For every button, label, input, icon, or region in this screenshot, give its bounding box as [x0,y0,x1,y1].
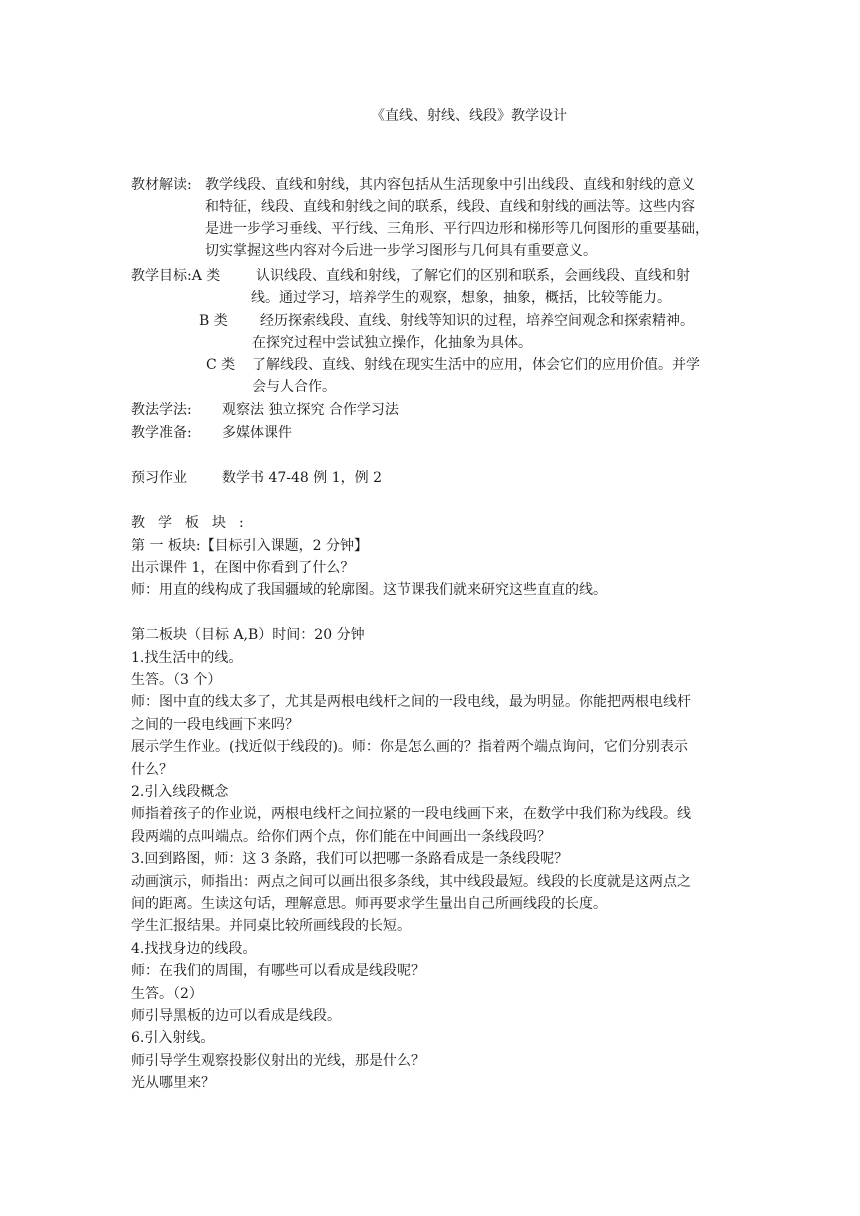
preview-value: 数学书 47-48 例 1，例 2 [222,470,382,486]
body-line: 师：图中直的线太多了，尤其是两根电线杆之间的一段电线，最为明显。你能把两根电线杆 [131,694,691,710]
goal-c-line: 会与人合作。 [252,379,336,395]
goal-a-line: 认识线段、直线和射线，了解它们的区别和联系，会画线段、直线和射 [256,268,690,284]
body-line: 什么？ [131,762,173,778]
document-title: 《直线、射线、线段》教学设计 [371,108,567,124]
body-line: 6.引入射线。 [131,1030,215,1046]
body-line: 生答。（2） [131,986,203,1002]
body-line: 师指着孩子的作业说，两根电线杆之间拉紧的一段电线画下来，在数学中我们称为线段。线 [131,806,691,822]
methods-label: 教法学法: [131,402,192,418]
prep-value: 多媒体课件 [222,425,292,441]
textbook-line: 和特征，线段、直线和射线之间的联系，线段、直线和射线的画法等。这些内容 [205,199,695,215]
body-line: 之间的一段电线画下来吗？ [131,717,299,733]
body-line: 第二板块（目标 A,B）时间：20 分钟 [131,627,365,643]
body-line: 师引导黑板的边可以看成是线段。 [131,1008,341,1024]
textbook-line: 是进一步学习垂线、平行线、三角形、平行四边形和梯形等几何图形的重要基础， [205,221,709,237]
body-line: 1.找生活中的线。 [131,650,243,666]
body-line: 师引导学生观察投影仪射出的光线，那是什么？ [131,1053,425,1069]
prep-label: 教学准备: [131,425,192,441]
methods-value: 观察法 独立探究 合作学习法 [222,402,399,418]
goal-b-line: 在探究过程中尝试独立操作，化抽象为具体。 [252,335,532,351]
body-line: 段两端的点叫端点。给你们两个点，你们能在中间画出一条线段吗？ [131,829,551,845]
body-line: 展示学生作业。(找近似于线段的)。师：你是怎么画的？指着两个端点询问，它们分别表示 [131,739,688,755]
body-line: 第 一 板块:【目标引入课题，2 分钟】 [131,538,368,554]
blocks-heading: 教学板块: [131,515,257,531]
goal-b-line: 经历探索线段、直线、射线等知识的过程，培养空间观念和探索精神。 [260,313,694,329]
body-line: 出示课件 1，在图中你看到了什么？ [131,560,355,576]
textbook-line: 教学线段、直线和射线，其内容包括从生活现象中引出线段、直线和射线的意义 [205,177,695,193]
preview-label: 预习作业 [131,470,187,486]
body-line: 4.找找身边的线段。 [131,941,257,957]
goals-label: 教学目标:A 类 [131,268,221,284]
textbook-label: 教材解读: [131,177,192,193]
body-line: 学生汇报结果。并同桌比较所画线段的长短。 [131,918,411,934]
body-line: 3.回到路图，师：这 3 条路，我们可以把哪一条路看成是一条线段呢？ [131,851,569,867]
goal-a-line: 线。通过学习，培养学生的观察，想象，抽象，概括，比较等能力。 [251,290,671,306]
body-line: 光从哪里来？ [131,1075,215,1091]
body-line: 师：用直的线构成了我国疆域的轮廓图。这节课我们就来研究这些直直的线。 [131,582,607,598]
body-line: 2.引入线段概念 [131,784,229,800]
body-line: 动画演示，师指出：两点之间可以画出很多条线，其中线段最短。线段的长度就是这两点之 [131,874,691,890]
body-line: 间的距离。生读这句话，理解意思。师再要求学生量出自己所画线段的长度。 [131,896,607,912]
body-line: 师：在我们的周围，有哪些可以看成是线段呢？ [131,963,425,979]
textbook-line: 切实掌握这些内容对今后进一步学习图形与几何具有重要意义。 [205,243,597,259]
goal-b-label: B 类 [199,313,228,329]
goal-c-line: 了解线段、直线、射线在现实生活中的应用，体会它们的应用价值。并学 [252,357,700,373]
body-line: 生答。（3 个） [131,672,222,688]
goal-c-label: C 类 [206,357,236,373]
